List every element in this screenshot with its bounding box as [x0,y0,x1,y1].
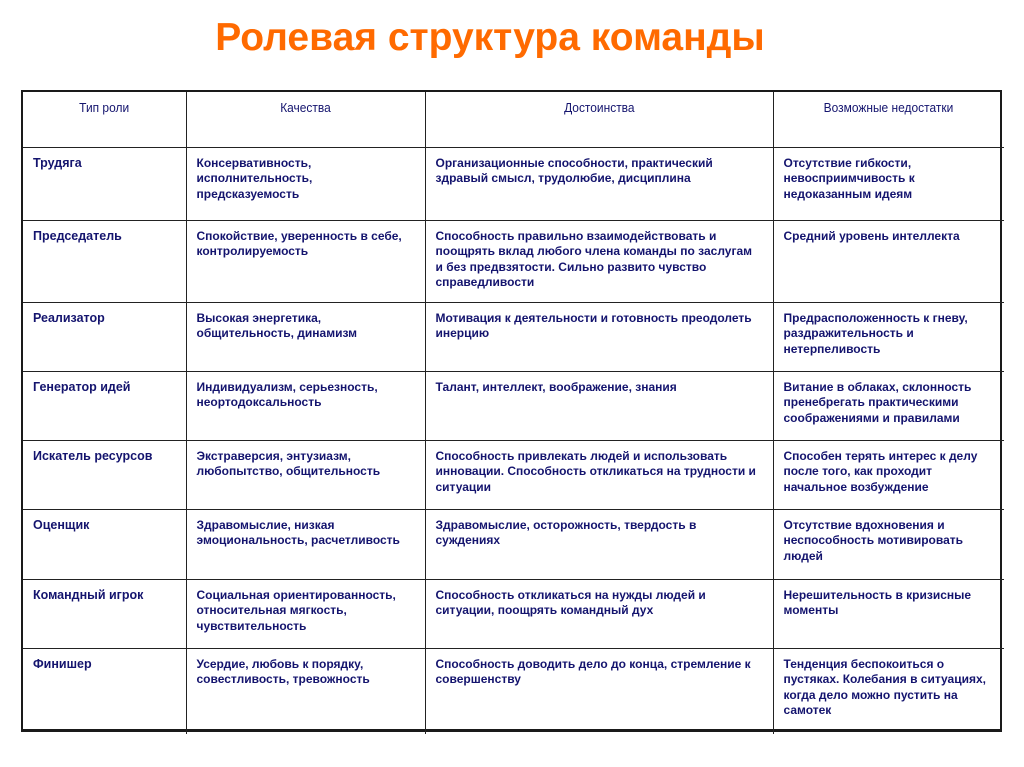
cell-qualities [186,440,425,509]
cell-qualities [186,648,425,734]
cell-strengths [425,509,773,579]
role-name: Искатель ресурсов [33,448,153,463]
weaknesses-text: Средний уровень интеллекта [783,228,960,243]
table-header-row [23,92,1004,147]
strengths-text: Мотивация к деятельности и готовность преодолеть инерцию [435,310,752,340]
qualities-text: Индивидуализм, серьезность, неортодоксальность [196,379,378,409]
cell-role [23,147,186,220]
qualities-text: Спокойствие, уверенность в себе, контролируемость [196,228,402,258]
strengths-text: Организационные способности, практический здравый смысл, трудолюбие, дисциплина [435,155,713,185]
cell-role [23,579,186,648]
strengths-text: Способность откликаться на нужды людей и ситуации, поощрять командный дух [435,587,706,617]
qualities-text: Высокая энергетика, общительность, динамизм [196,310,358,340]
table-row [23,371,1004,440]
cell-strengths [425,302,773,371]
weaknesses-text: Витание в облаках, склонность пренебрегать практическими соображениями и правилами [783,379,972,425]
role-name: Генератор идей [33,379,131,394]
cell-strengths [425,220,773,302]
strengths-text: Талант, интеллект, воображение, знания [435,379,677,394]
cell-strengths [425,371,773,440]
cell-qualities [186,147,425,220]
cell-weaknesses [773,302,1004,371]
table-row [23,509,1004,579]
weaknesses-text: Отсутствие вдохновения и неспособность мотивировать людей [783,517,964,563]
cell-strengths [425,440,773,509]
cell-qualities [186,579,425,648]
header-label: Достоинства [563,100,635,115]
cell-qualities [186,509,425,579]
slide-title: Ролевая структура команды [215,16,765,59]
cell-weaknesses [773,579,1004,648]
table-row [23,440,1004,509]
strengths-text: Способность правильно взаимодействовать и поощрять вклад любого члена команды по заслугам и без предвзятости. Сильно развито чувство справедливости [435,228,753,289]
table-row [23,302,1004,371]
weaknesses-text: Способен терять интерес к делу после того, как проходит начальное возбуждение [783,448,978,494]
strengths-text: Здравомыслие, осторожность, твердость в суждениях [435,517,697,547]
header-weaknesses [773,92,1004,147]
qualities-text: Консервативность, исполнительность, предсказуемость [196,155,313,201]
qualities-text: Здравомыслие, низкая эмоциональность, расчетливость [196,517,400,547]
cell-weaknesses [773,147,1004,220]
strengths-text: Способность доводить дело до конца, стремление к совершенству [435,656,751,686]
table-row [23,648,1004,734]
qualities-text: Усердие, любовь к порядку, совестливость, тревожность [196,656,370,686]
weaknesses-text: Предрасположенность к гневу, раздражительность и нетерпеливость [783,310,968,356]
cell-role [23,302,186,371]
header-label: Тип роли [79,100,130,115]
cell-role [23,509,186,579]
weaknesses-text: Отсутствие гибкости, невосприимчивость к недоказанным идеям [783,155,915,201]
weaknesses-text: Нерешительность в кризисные моменты [783,587,972,617]
cell-weaknesses [773,440,1004,509]
role-name: Трудяга [33,155,82,170]
cell-strengths [425,648,773,734]
cell-role [23,220,186,302]
cell-qualities [186,220,425,302]
header-label: Возможные недостатки [823,100,954,115]
role-name: Командный игрок [33,587,144,602]
cell-strengths [425,147,773,220]
header-strengths [425,92,773,147]
cell-weaknesses [773,509,1004,579]
cell-strengths [425,579,773,648]
roles-table [23,92,1004,734]
role-name: Реализатор [33,310,105,325]
cell-weaknesses [773,220,1004,302]
qualities-text: Социальная ориентированность, относительная мягкость, чувствительность [196,587,396,633]
header-label: Качества [280,100,331,115]
role-structure-table [21,90,1002,732]
cell-qualities [186,371,425,440]
role-name: Оценщик [33,517,90,532]
cell-weaknesses [773,371,1004,440]
role-name: Председатель [33,228,122,243]
table-row [23,147,1004,220]
table-row [23,220,1004,302]
cell-qualities [186,302,425,371]
cell-role [23,371,186,440]
qualities-text: Экстраверсия, энтузиазм, любопытство, общительность [196,448,381,478]
cell-role [23,440,186,509]
header-qualities [186,92,425,147]
cell-weaknesses [773,648,1004,734]
weaknesses-text: Тенденция беспокоиться о пустяках. Колебания в ситуациях, когда дело можно пустить на самотек [783,656,986,717]
cell-role [23,648,186,734]
strengths-text: Способность привлекать людей и использовать инновации. Способность откликаться на трудности и ситуации [435,448,756,494]
table-row [23,579,1004,648]
header-role-type [23,92,186,147]
role-name: Финишер [33,656,92,671]
